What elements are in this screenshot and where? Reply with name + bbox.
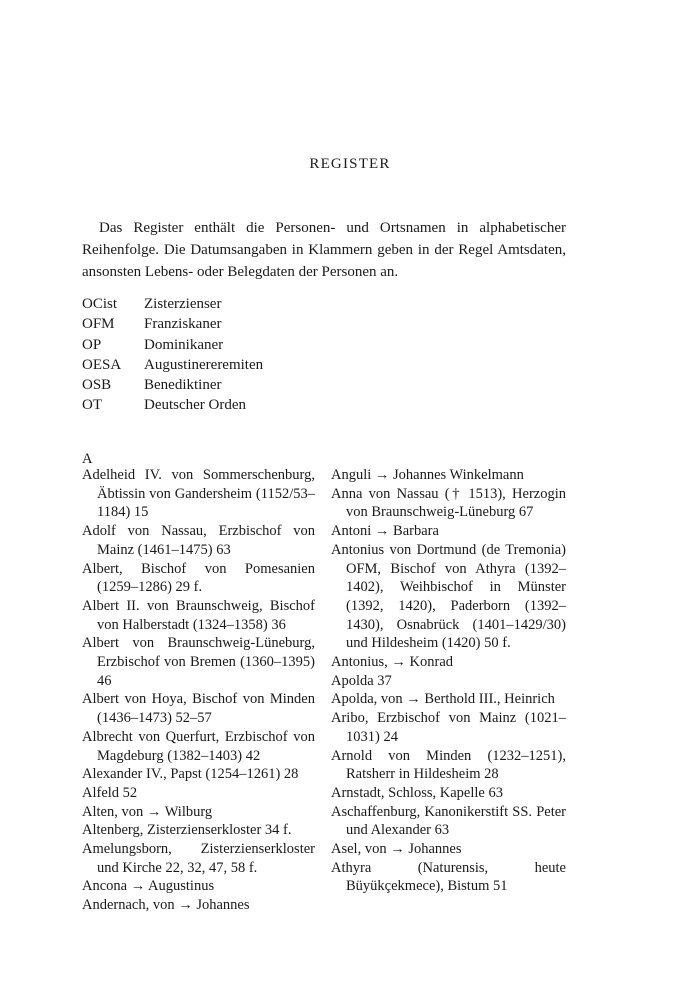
- index-entry: Adolf von Nassau, Erzbischof von Mainz (1461–1475) 63: [82, 523, 315, 558]
- index-entry: Alfeld 52: [82, 784, 138, 801]
- abbreviation-list: [82, 294, 263, 416]
- index-entry: Athyra (Naturensis, heute Büyükçekmece), Bistum 51: [331, 859, 566, 895]
- index-entry: Aribo, Erzbischof von Mainz (1021–1031) 24: [331, 710, 566, 745]
- index-entry: Albrecht von Querfurt, Erzbischof von Magdeburg (1382–1403) 42: [82, 728, 315, 764]
- abbreviation-row: [82, 314, 263, 334]
- index-entry: Anguli → Johannes Winkelmann: [331, 467, 524, 483]
- abbreviation-key: OCist: [82, 296, 118, 312]
- index-entry: Asel, von → Johannes: [331, 841, 462, 858]
- index-entry: Andernach, von → Johannes: [82, 897, 250, 914]
- abbreviation-key: OP: [82, 336, 102, 353]
- index-entry: Adelheid IV. von Sommerschenburg, Äbtissin von Gandersheim (1152/53–1184) 15: [82, 467, 315, 521]
- index-entry: Antoni → Barbara: [331, 523, 439, 540]
- abbreviation-value: Zisterzienser: [144, 296, 222, 312]
- section-letter: A: [82, 451, 93, 467]
- index-entry: Albert, Bischof von Pomesanien (1259–1286) 29 f.: [82, 560, 315, 596]
- page-title: REGISTER: [309, 156, 391, 172]
- index-entry: Antonius, → Konrad: [331, 654, 454, 671]
- abbreviation-row: [82, 335, 263, 355]
- abbreviation-value: Franziskaner: [144, 316, 222, 333]
- abbreviation-value: Benediktiner: [144, 377, 222, 394]
- index-entry: Albert von Hoya, Bischof von Minden (1436–1473) 52–57: [82, 691, 315, 727]
- abbreviation-row: [82, 395, 263, 415]
- abbreviation-value: Dominikaner: [144, 336, 224, 353]
- index-entry: Ancona → Augustinus: [82, 878, 215, 895]
- abbreviation-value: Deutscher Orden: [144, 397, 247, 414]
- index-entry: Altenberg, Zisterzienserkloster 34 f.: [82, 822, 292, 839]
- index-entry: Arnold von Minden (1232–1251), Ratsherr in Hildesheim 28: [331, 747, 566, 783]
- index-entry: Antonius von Dortmund (de Tremonia) OFM, Bischof von Athyra (1392–1402), Weihbischof in Münster (1392, 1420), Paderborn (1392–1430), Osnabrück (1401–1429/30) und Hildesheim (1420) 50 f.: [331, 541, 566, 652]
- index-entry: Arnstadt, Schloss, Kapelle 63: [331, 784, 503, 801]
- abbreviation-key: OESA: [82, 356, 122, 373]
- index-entry: Apolda 37: [331, 672, 392, 689]
- index-column-left: [82, 466, 315, 915]
- index-entry: Aschaffenburg, Kanonikerstift SS. Peter und Alexander 63: [331, 803, 566, 839]
- abbreviation-key: OFM: [82, 316, 115, 333]
- abbreviation-key: OSB: [82, 377, 112, 394]
- index-entry: Anna von Nassau († 1513), Herzogin von Braunschweig-Lüneburg 67: [331, 485, 566, 521]
- abbreviation-row: [82, 355, 263, 375]
- index-entry: Alexander IV., Papst (1254–1261) 28: [82, 766, 299, 783]
- index-entry: Apolda, von → Berthold III., Heinrich: [331, 691, 555, 708]
- intro-paragraph: Das Register enthält die Personen- und Ortsnamen in alphabetischer Reihenfolge. Die Datumsangaben in Klammern geben in der Regel Amtsdaten, ansonsten Lebens- oder Belegdaten der Personen an.: [82, 220, 566, 280]
- abbreviation-key: OT: [82, 397, 102, 414]
- index-entry: Amelungsborn, Zisterzienserkloster und Kirche 22, 32, 47, 58 f.: [82, 841, 315, 876]
- index-entry: Albert von Braunschweig-Lüneburg, Erzbischof von Bremen (1360–1395) 46: [82, 635, 315, 689]
- index-entry: Alten, von → Wilburg: [82, 803, 213, 820]
- index-entry: Albert II. von Braunschweig, Bischof von Halberstadt (1324–1358) 36: [82, 597, 315, 633]
- abbreviation-row: [82, 375, 263, 395]
- abbreviation-row: [82, 294, 263, 314]
- abbreviation-value: Augustinereremiten: [144, 356, 264, 373]
- index-column-right: [331, 466, 566, 896]
